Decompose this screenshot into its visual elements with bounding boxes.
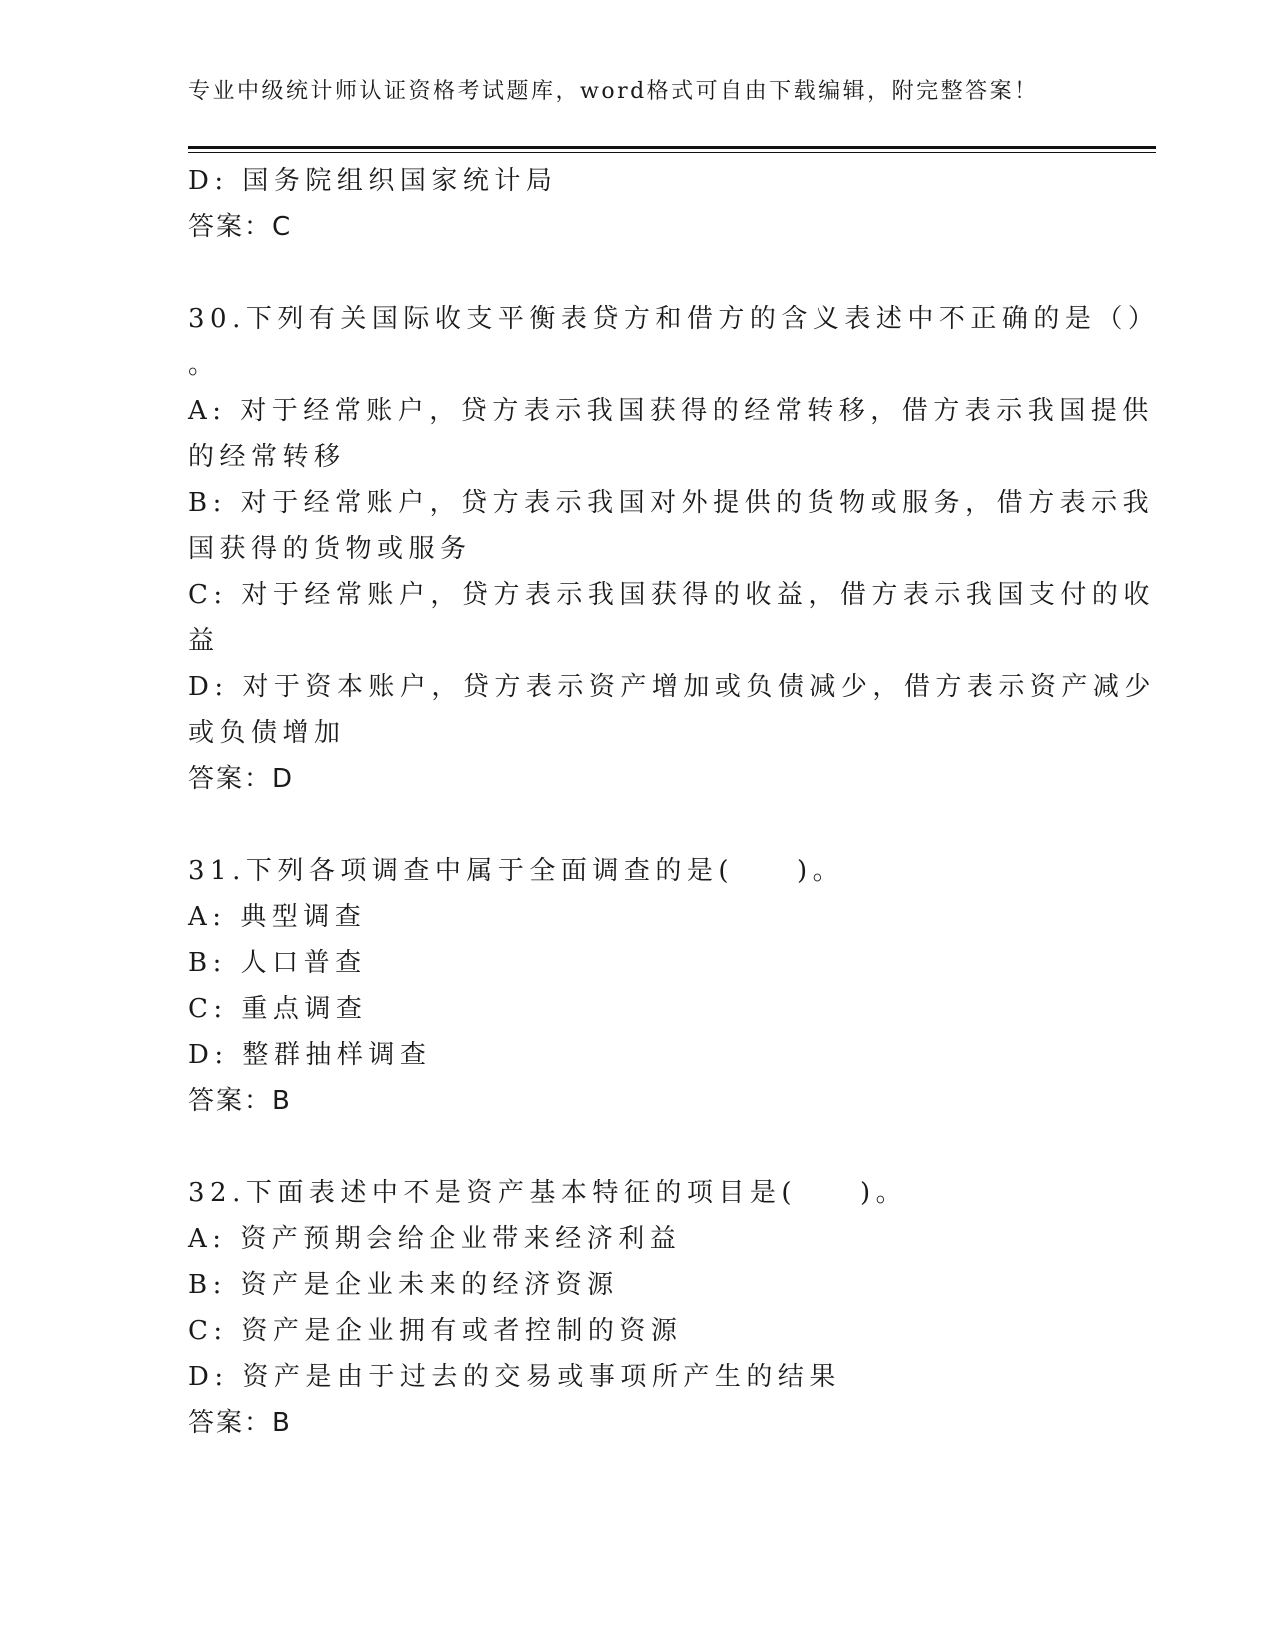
q30-stem: 30.下列有关国际收支平衡表贷方和借方的含义表述中不正确的是（） [188,304,1160,334]
q30-stem-cont: 。 [188,350,220,380]
q31-option-c: C: 重点调查 [188,994,368,1024]
q32-option-a: A: 资产预期会给企业带来经济利益 [188,1224,682,1254]
q30-answer: 答案：D [188,764,295,794]
q32-option-b: B: 资产是企业未来的经济资源 [188,1270,619,1300]
header-rule-thick [188,146,1156,149]
q30-option-d-cont: 或负债增加 [188,718,346,748]
q31-stem: 31.下列各项调查中属于全面调查的是( )。 [188,856,845,886]
q32-answer: 答案：B [188,1408,292,1438]
q30-option-a: A: 对于经常账户，贷方表示我国获得的经常转移，借方表示我国提供 [188,396,1154,426]
q31-answer: 答案：B [188,1086,292,1116]
q29-answer: 答案：C [188,212,293,242]
page-header: 专业中级统计师认证资格考试题库，word格式可自由下载编辑，附完整答案！ [188,79,1039,104]
q31-option-a: A: 典型调查 [188,902,367,932]
question-32 [188,1170,1088,1446]
spacer [188,250,1088,296]
q31-option-b: B: 人口普查 [188,948,367,978]
q30-option-c: C: 对于经常账户，贷方表示我国获得的收益，借方表示我国支付的收 [188,580,1155,610]
q32-stem: 32.下面表述中不是资产基本特征的项目是( )。 [188,1178,908,1208]
header-rule-thin [188,152,1156,153]
question-31 [188,848,1088,1124]
spacer [188,802,1088,848]
q30-option-a-cont: 的经常转移 [188,442,346,472]
q32-option-c: C: 资产是企业拥有或者控制的资源 [188,1316,683,1346]
question-29 [188,158,1088,250]
spacer [188,1124,1088,1170]
question-30 [188,296,1160,802]
q30-option-d: D: 对于资本账户，贷方表示资产增加或负债减少，借方表示资产减少 [188,672,1156,702]
q30-option-b-cont: 国获得的货物或服务 [188,534,472,564]
q30-option-c-cont: 益 [188,626,220,656]
q29-option-d: D: 国务院组织国家统计局 [188,166,558,196]
question-content [188,158,1160,1446]
q31-option-d: D: 整群抽样调查 [188,1040,432,1070]
q30-option-b: B: 对于经常账户，贷方表示我国对外提供的货物或服务，借方表示我 [188,488,1155,518]
q32-option-d: D: 资产是由于过去的交易或事项所产生的结果 [188,1362,841,1392]
